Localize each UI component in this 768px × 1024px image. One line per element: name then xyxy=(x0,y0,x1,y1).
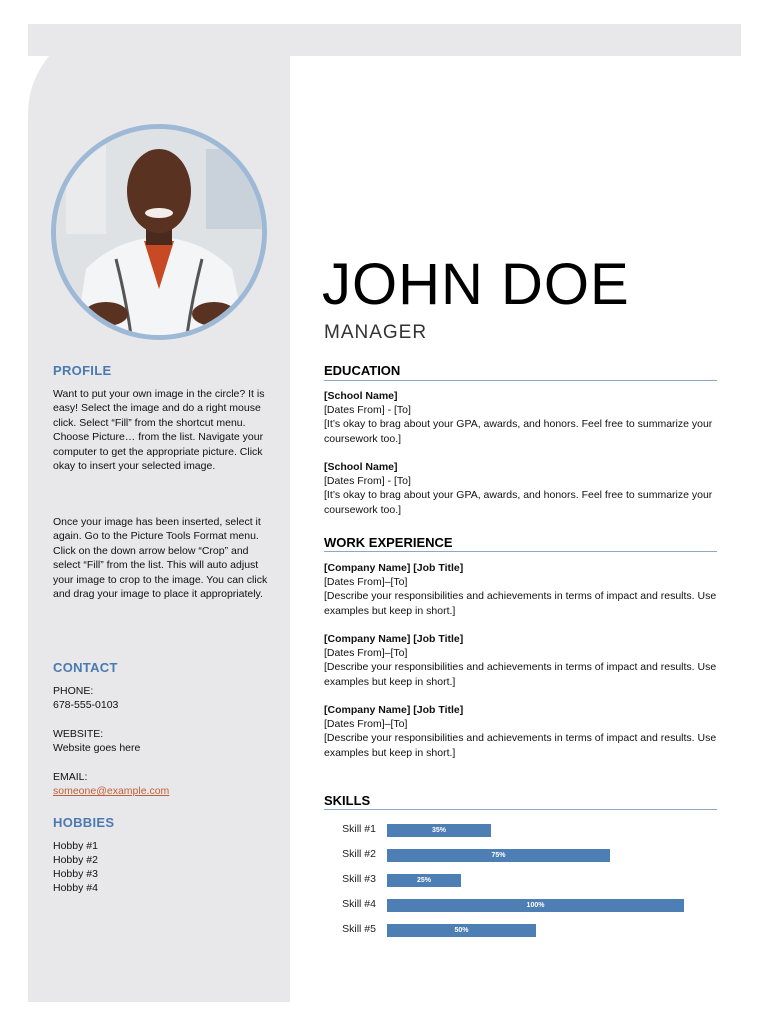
school-name: [School Name] xyxy=(324,390,398,402)
education-entry xyxy=(324,389,724,446)
skill-row xyxy=(324,922,724,938)
skill-row xyxy=(324,872,724,888)
skill-percent-label: 25% xyxy=(416,877,431,884)
job-title: [Company Name] [Job Title] xyxy=(324,562,464,574)
profile-heading: PROFILE xyxy=(53,363,112,378)
hobby-item: Hobby #4 xyxy=(53,882,98,894)
person-name: JOHN DOE xyxy=(322,252,630,317)
section-divider xyxy=(324,551,717,552)
profile-text-1: Want to put your own image in the circle? It is easy! Select the image and do a right mouse click. Select “Fill” from the shortcut menu. Choose Picture… from the list. Navigate your computer to get the appropriate picture. Click okay to insert your selected image. xyxy=(53,388,265,473)
job-title: [Company Name] [Job Title] xyxy=(324,633,464,645)
hobbies-heading: HOBBIES xyxy=(53,815,115,830)
job-desc: [Describe your responsibilities and achievements in terms of impact and results. Use examples but keep in short.] xyxy=(324,590,717,617)
skill-percent-label: 35% xyxy=(431,827,446,834)
contact-heading: CONTACT xyxy=(53,660,118,675)
person-role: MANAGER xyxy=(324,322,428,343)
skill-percent-label: 100% xyxy=(526,902,545,909)
education-entry xyxy=(324,460,724,517)
job-dates: [Dates From]–[To] xyxy=(324,647,408,660)
hobby-item: Hobby #3 xyxy=(53,868,98,880)
job-dates: [Dates From]–[To] xyxy=(324,718,408,731)
phone-label: PHONE: xyxy=(53,685,94,697)
school-name: [School Name] xyxy=(324,461,398,473)
skill-bar xyxy=(387,849,610,862)
work-heading: WORK EXPERIENCE xyxy=(324,535,453,550)
skill-row xyxy=(324,847,724,863)
hobby-item: Hobby #1 xyxy=(53,840,98,852)
email-link[interactable]: someone@example.com xyxy=(53,785,170,797)
work-entry xyxy=(324,703,724,760)
website-value: Website goes here xyxy=(53,742,141,754)
profile-photo[interactable] xyxy=(56,129,262,335)
job-desc: [Describe your responsibilities and achievements in terms of impact and results. Use examples but keep in short.] xyxy=(324,732,717,759)
skill-bar xyxy=(387,824,491,837)
section-divider xyxy=(324,809,717,810)
education-dates: [Dates From] - [To] xyxy=(324,475,411,488)
header-band xyxy=(28,24,741,56)
education-desc: [It’s okay to brag about your GPA, awards, and honors. Feel free to summarize your coursework too.] xyxy=(324,418,713,445)
skill-label: Skill #2 xyxy=(342,848,376,860)
email-label: EMAIL: xyxy=(53,771,88,783)
profile-text-2: Once your image has been inserted, select it again. Go to the Picture Tools Format menu. Click on the down arrow below “Crop” and select “Fill” from the list. This will auto adjust your image to crop to the image. You can click and drag your image to place it appropriately. xyxy=(53,516,268,601)
skill-row xyxy=(324,822,724,838)
work-entry xyxy=(324,561,724,618)
section-divider xyxy=(324,380,717,381)
website-label: WEBSITE: xyxy=(53,728,104,740)
job-desc: [Describe your responsibilities and achievements in terms of impact and results. Use examples but keep in short.] xyxy=(324,661,717,688)
skill-bar xyxy=(387,874,461,887)
skill-bar xyxy=(387,924,536,937)
skill-percent-label: 50% xyxy=(454,927,469,934)
job-title: [Company Name] [Job Title] xyxy=(324,704,464,716)
hobby-item: Hobby #2 xyxy=(53,854,98,866)
skill-label: Skill #4 xyxy=(342,898,376,910)
person-photo-icon xyxy=(56,129,262,335)
job-dates: [Dates From]–[To] xyxy=(324,576,408,589)
education-dates: [Dates From] - [To] xyxy=(324,404,411,417)
skill-label: Skill #3 xyxy=(342,873,376,885)
phone-value: 678-555-0103 xyxy=(53,699,119,711)
skill-bar xyxy=(387,899,684,912)
skill-label: Skill #1 xyxy=(342,823,376,835)
skill-label: Skill #5 xyxy=(342,923,376,935)
skill-percent-label: 75% xyxy=(491,852,506,859)
skill-row xyxy=(324,897,724,913)
skills-heading: SKILLS xyxy=(324,793,371,808)
work-entry xyxy=(324,632,724,689)
education-desc: [It’s okay to brag about your GPA, awards, and honors. Feel free to summarize your coursework too.] xyxy=(324,489,713,516)
profile-photo-frame xyxy=(51,124,267,340)
education-heading: EDUCATION xyxy=(324,363,401,378)
